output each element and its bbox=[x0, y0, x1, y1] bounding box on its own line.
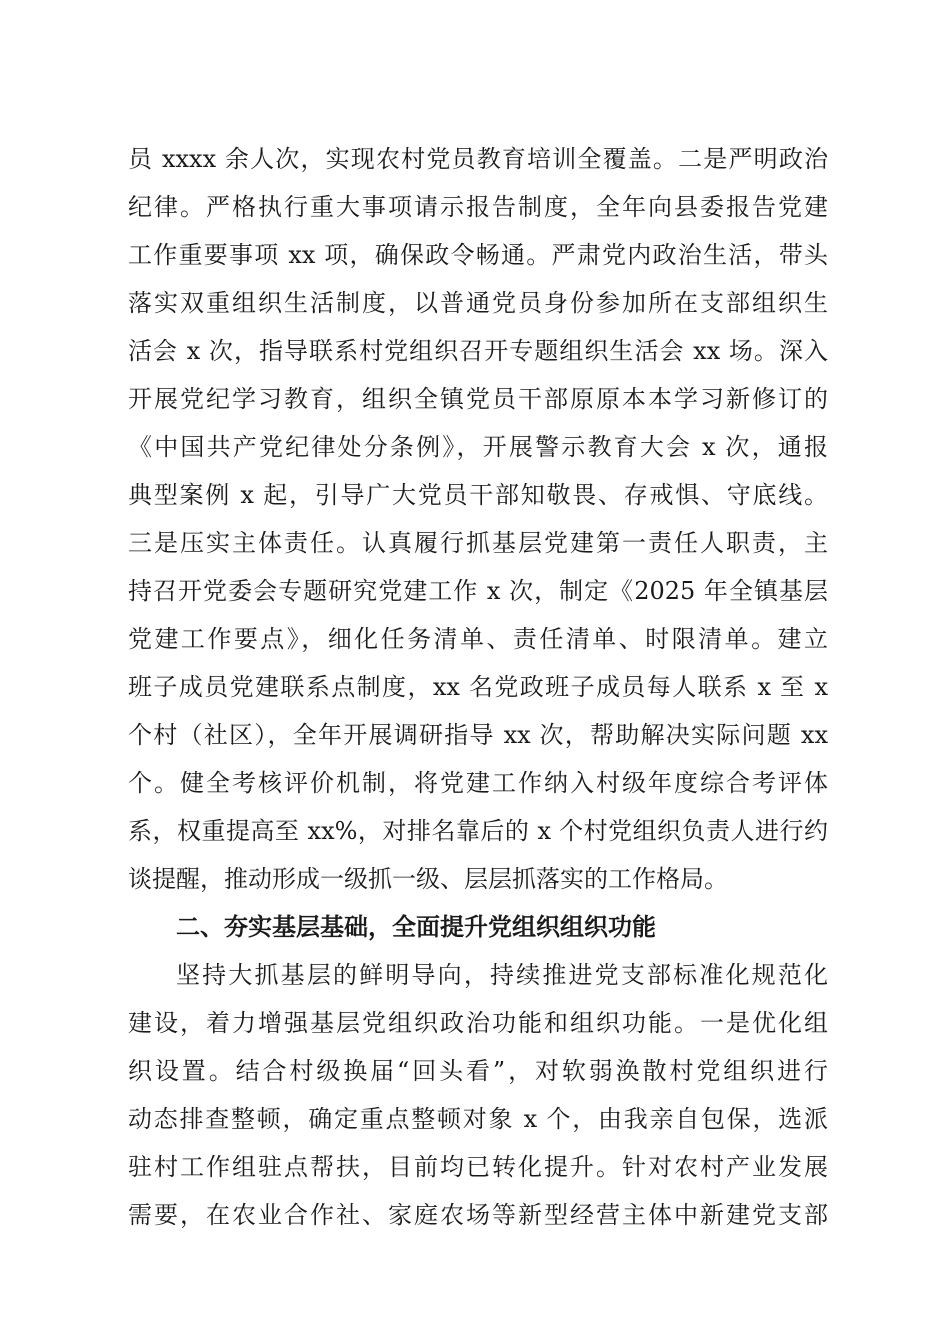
body-text-line: 工作重要事项 xx 项，确保政令畅通。严肃党内政治生活，带头 bbox=[128, 241, 828, 269]
body-text-line: 驻村工作组驻点帮扶，目前均已转化提升。针对农村产业发展 bbox=[128, 1153, 828, 1181]
body-text-line: 坚持大抓基层的鲜明导向，持续推进党支部标准化规范化 bbox=[176, 961, 828, 989]
section-heading: 二、夯实基层基础，全面提升党组织组织功能 bbox=[176, 913, 656, 941]
body-text-line: 建设，着力增强基层党组织政治功能和组织功能。一是优化组 bbox=[128, 1009, 828, 1037]
body-text-line: 谈提醒，推动形成一级抓一级、层层抓落实的工作格局。 bbox=[128, 865, 728, 893]
body-text-line: 典型案例 x 起，引导广大党员干部知敬畏、存戒惧、守底线。 bbox=[128, 481, 828, 509]
body-text-line: 党建工作要点》，细化任务清单、责任清单、时限清单。建立 bbox=[128, 625, 828, 653]
body-text-line: 《中国共产党纪律处分条例》，开展警示教育大会 x 次，通报 bbox=[128, 433, 828, 461]
body-text-line: 班子成员党建联系点制度，xx 名党政班子成员每人联系 x 至 x bbox=[128, 673, 828, 701]
body-text-line: 动态排查整顿，确定重点整顿对象 x 个，由我亲自包保，选派 bbox=[128, 1105, 828, 1133]
body-text-line: 个。健全考核评价机制，将党建工作纳入村级年度综合考评体 bbox=[128, 769, 828, 797]
body-text-line: 活会 x 次，指导联系村党组织召开专题组织生活会 xx 场。深入 bbox=[128, 337, 828, 365]
body-text-line: 纪律。严格执行重大事项请示报告制度，全年向县委报告党建 bbox=[128, 193, 828, 221]
body-text-line: 开展党纪学习教育，组织全镇党员干部原原本本学习新修订的 bbox=[128, 385, 828, 413]
body-text-line: 需要，在农业合作社、家庭农场等新型经营主体中新建党支部 bbox=[128, 1201, 828, 1229]
body-text-line: 落实双重组织生活制度，以普通党员身份参加所在支部组织生 bbox=[128, 289, 828, 317]
body-text-line: 持召开党委会专题研究党建工作 x 次，制定《2025 年全镇基层 bbox=[128, 577, 828, 605]
body-text-line: 三是压实主体责任。认真履行抓基层党建第一责任人职责，主 bbox=[128, 529, 828, 557]
body-text-line: 员 xxxx 余人次，实现农村党员教育培训全覆盖。二是严明政治 bbox=[128, 145, 828, 173]
body-text-line: 个村（社区），全年开展调研指导 xx 次，帮助解决实际问题 xx bbox=[128, 721, 828, 749]
body-text-line: 织设置。结合村级换届“回头看”，对软弱涣散村党组织进行 bbox=[128, 1057, 828, 1085]
body-text-line: 系，权重提高至 xx%，对排名靠后的 x 个村党组织负责人进行约 bbox=[128, 817, 828, 845]
